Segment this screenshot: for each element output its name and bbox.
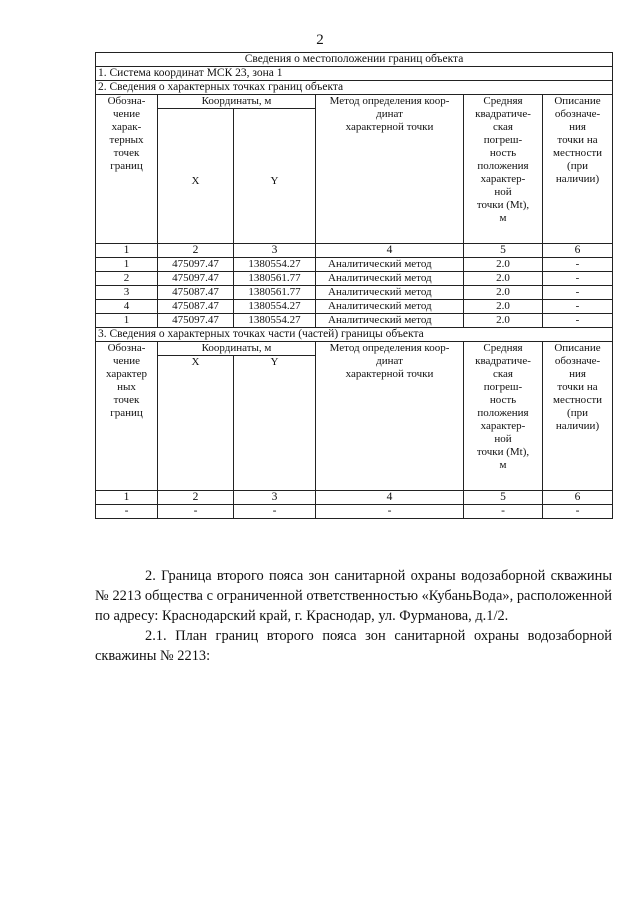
point-description: -: [543, 314, 613, 328]
point-id: 4: [96, 300, 158, 314]
col-number: 2: [158, 491, 234, 505]
point-x: 475097.47: [158, 272, 234, 286]
point-method: Аналитический метод: [316, 314, 464, 328]
point-y: 1380554.27: [234, 300, 316, 314]
point-method: Аналитический метод: [316, 286, 464, 300]
point-x: 475097.47: [158, 314, 234, 328]
point-error: 2.0: [464, 314, 543, 328]
header-x: X: [158, 109, 234, 244]
point-id: 1: [96, 258, 158, 272]
header-description: Описание обозначе- ния точки на местности (при наличии): [543, 95, 613, 244]
col-number: 6: [543, 244, 613, 258]
header-coordinates: Координаты, м: [158, 342, 316, 356]
point-y: 1380561.77: [234, 286, 316, 300]
point-x: 475087.47: [158, 300, 234, 314]
col-number: 4: [316, 491, 464, 505]
section-boundary-points: 2. Сведения о характерных точках границ объекта: [96, 81, 613, 95]
part-cell: -: [464, 505, 543, 519]
table-row: [96, 505, 613, 519]
part-cell: -: [158, 505, 234, 519]
col-number: 1: [96, 491, 158, 505]
header-mean-error: Средняя квадратиче- ская погреш- ность положения характер- ной точки (Mt), м: [464, 95, 543, 244]
point-id: 2: [96, 272, 158, 286]
point-description: -: [543, 258, 613, 272]
table-row: [96, 272, 613, 286]
point-description: -: [543, 300, 613, 314]
point-method: Аналитический метод: [316, 300, 464, 314]
paragraph-boundary: [95, 566, 612, 626]
header-point-designation: Обозна- чение харак- терных точек границ: [96, 95, 158, 244]
point-x: 475097.47: [158, 258, 234, 272]
col-number: 4: [316, 244, 464, 258]
point-id: 3: [96, 286, 158, 300]
header-y: Y: [234, 356, 316, 491]
part-cell: -: [316, 505, 464, 519]
part-cell: -: [543, 505, 613, 519]
table-row: [96, 258, 613, 272]
page-number: 2: [316, 32, 324, 48]
point-y: 1380554.27: [234, 258, 316, 272]
col-number: 1: [96, 244, 158, 258]
point-method: Аналитический метод: [316, 272, 464, 286]
point-error: 2.0: [464, 300, 543, 314]
header-method: Метод определения коор- динат характерной точки: [316, 95, 464, 244]
header-x: X: [158, 356, 234, 491]
header-point-designation: Обозна- чение характер ных точек границ: [96, 342, 158, 491]
paragraph-boundary-text: 2. Граница второго пояса зон санитарной охраны водозаборной скважины № 2213 общества с ограниченной ответственностью «КубаньВода», расположенной по адресу: Краснодарский край, г. Краснодар, ул. Фурманова, д.1/2.: [95, 568, 612, 624]
table-row: [96, 286, 613, 300]
header-mean-error: Средняя квадратиче- ская погреш- ность положения характер- ной точки (Mt), м: [464, 342, 543, 491]
header-description: Описание обозначе- ния точки на местности (при наличии): [543, 342, 613, 491]
section-coordinate-system: 1. Система координат МСК 23, зона 1: [96, 67, 613, 81]
col-number: 3: [234, 244, 316, 258]
point-error: 2.0: [464, 258, 543, 272]
part-cell: -: [234, 505, 316, 519]
col-number: 5: [464, 491, 543, 505]
point-method: Аналитический метод: [316, 258, 464, 272]
point-description: -: [543, 272, 613, 286]
table-row: [96, 300, 613, 314]
col-number: 2: [158, 244, 234, 258]
table-row: [96, 314, 613, 328]
point-x: 475087.47: [158, 286, 234, 300]
section-part-points: 3. Сведения о характерных точках части (частей) границы объекта: [96, 328, 613, 342]
col-number: 5: [464, 244, 543, 258]
boundary-table: [95, 52, 613, 519]
col-number: 6: [543, 491, 613, 505]
table-title: Сведения о местоположении границ объекта: [96, 53, 613, 67]
point-description: -: [543, 286, 613, 300]
col-number: 3: [234, 491, 316, 505]
point-y: 1380561.77: [234, 272, 316, 286]
header-coordinates: Координаты, м: [158, 95, 316, 109]
point-y: 1380554.27: [234, 314, 316, 328]
paragraph-plan-text: 2.1. План границ второго пояса зон санитарной охраны водозаборной скважины № 2213:: [95, 628, 612, 664]
part-cell: -: [96, 505, 158, 519]
point-id: 1: [96, 314, 158, 328]
point-error: 2.0: [464, 272, 543, 286]
point-error: 2.0: [464, 286, 543, 300]
paragraph-plan: [95, 626, 612, 666]
header-y: Y: [234, 109, 316, 244]
header-method: Метод определения коор- динат характерной точки: [316, 342, 464, 491]
